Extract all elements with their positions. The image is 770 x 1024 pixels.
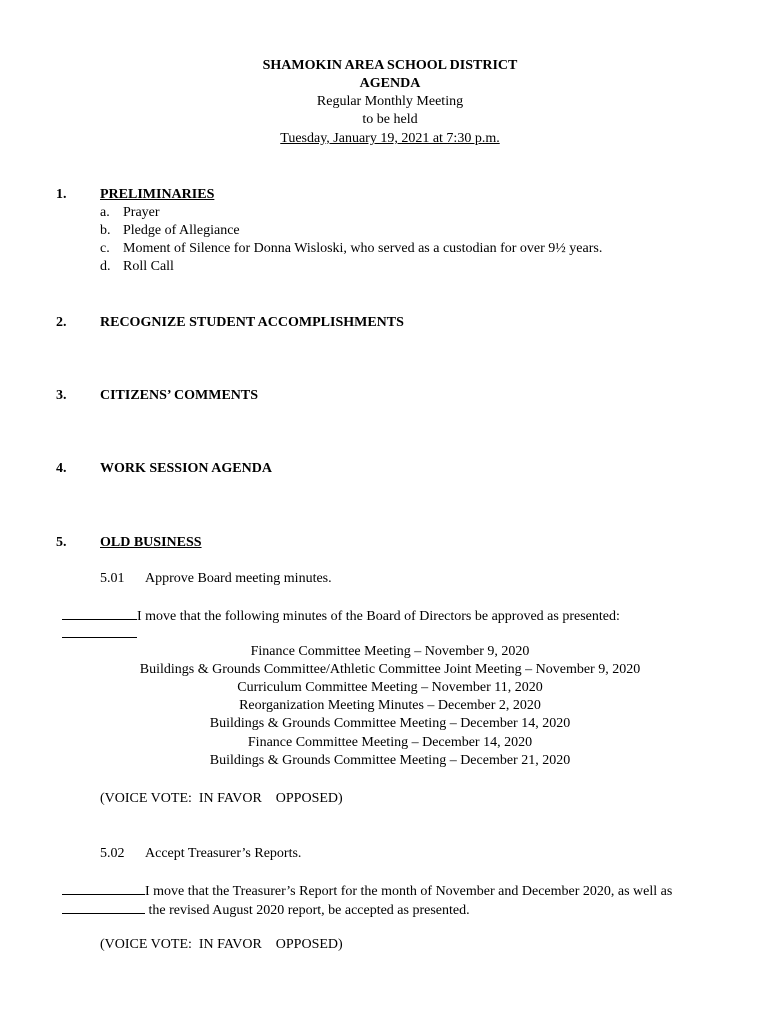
motion-text: I move that the Treasurer’s Report for the month of November and December 2020, as well as — [62, 881, 672, 901]
minutes-item: Finance Committee Meeting – December 14, 2020 — [247, 735, 533, 750]
section-number: 5. — [56, 535, 67, 550]
item-number: 5.01 — [100, 571, 125, 586]
section-number: 3. — [56, 388, 67, 403]
list-item-text: Prayer — [123, 205, 160, 220]
section-title-old-business: OLD BUSINESS — [100, 535, 202, 550]
list-item-text: Pledge of Allegiance — [123, 223, 240, 238]
document-type: AGENDA — [359, 76, 421, 91]
section-number: 4. — [56, 461, 67, 476]
meeting-date-time: Tuesday, January 19, 2021 at 7:30 p.m. — [280, 131, 500, 146]
minutes-item: Buildings & Grounds Committee Meeting – December 14, 2020 — [209, 716, 571, 731]
list-item: a. — [100, 205, 110, 220]
item-title: Approve Board meeting minutes. — [145, 571, 332, 586]
voice-vote: (VOICE VOTE: IN FAVOR OPPOSED) — [100, 791, 343, 806]
minutes-item: Buildings & Grounds Committee Meeting – December 21, 2020 — [209, 753, 571, 768]
minutes-item: Buildings & Grounds Committee/Athletic Committee Joint Meeting – November 9, 2020 — [139, 662, 641, 677]
list-item: b. — [100, 223, 111, 238]
list-item: c. — [100, 241, 110, 256]
section-number: 1. — [56, 187, 67, 202]
list-item-text: Moment of Silence for Donna Wisloski, who served as a custodian for over 9½ years. — [123, 241, 603, 256]
list-item: d. — [100, 259, 111, 274]
to-be-held: to be held — [362, 112, 418, 127]
section-number: 2. — [56, 315, 67, 330]
signature-blank[interactable] — [62, 900, 145, 914]
meeting-type: Regular Monthly Meeting — [316, 94, 464, 109]
minutes-item: Reorganization Meeting Minutes – December 2, 2020 — [239, 698, 541, 713]
list-item-text: Roll Call — [123, 259, 174, 274]
district-name: SHAMOKIN AREA SCHOOL DISTRICT — [262, 58, 518, 73]
minutes-item: Finance Committee Meeting – November 9, 2020 — [250, 644, 530, 659]
section-title-preliminaries: PRELIMINARIES — [100, 187, 215, 202]
signature-blank[interactable] — [62, 624, 137, 638]
section-title-citizens-comments: CITIZENS’ COMMENTS — [100, 388, 259, 403]
motion-text: I move that the following minutes of the Board of Directors be approved as presented: — [62, 606, 620, 626]
voice-vote: (VOICE VOTE: IN FAVOR OPPOSED) — [100, 937, 343, 952]
minutes-item: Curriculum Committee Meeting – November 11, 2020 — [237, 680, 543, 695]
section-title-work-session: WORK SESSION AGENDA — [100, 461, 272, 476]
item-number: 5.02 — [100, 846, 125, 861]
signature-blank[interactable] — [62, 881, 145, 895]
second-blank-line — [62, 624, 137, 644]
motion-text-continued: the revised August 2020 report, be accepted as presented. — [62, 900, 470, 920]
section-title-student-accomplishments: RECOGNIZE STUDENT ACCOMPLISHMENTS — [100, 315, 404, 330]
item-title: Accept Treasurer’s Reports. — [145, 846, 302, 861]
signature-blank[interactable] — [62, 606, 137, 620]
